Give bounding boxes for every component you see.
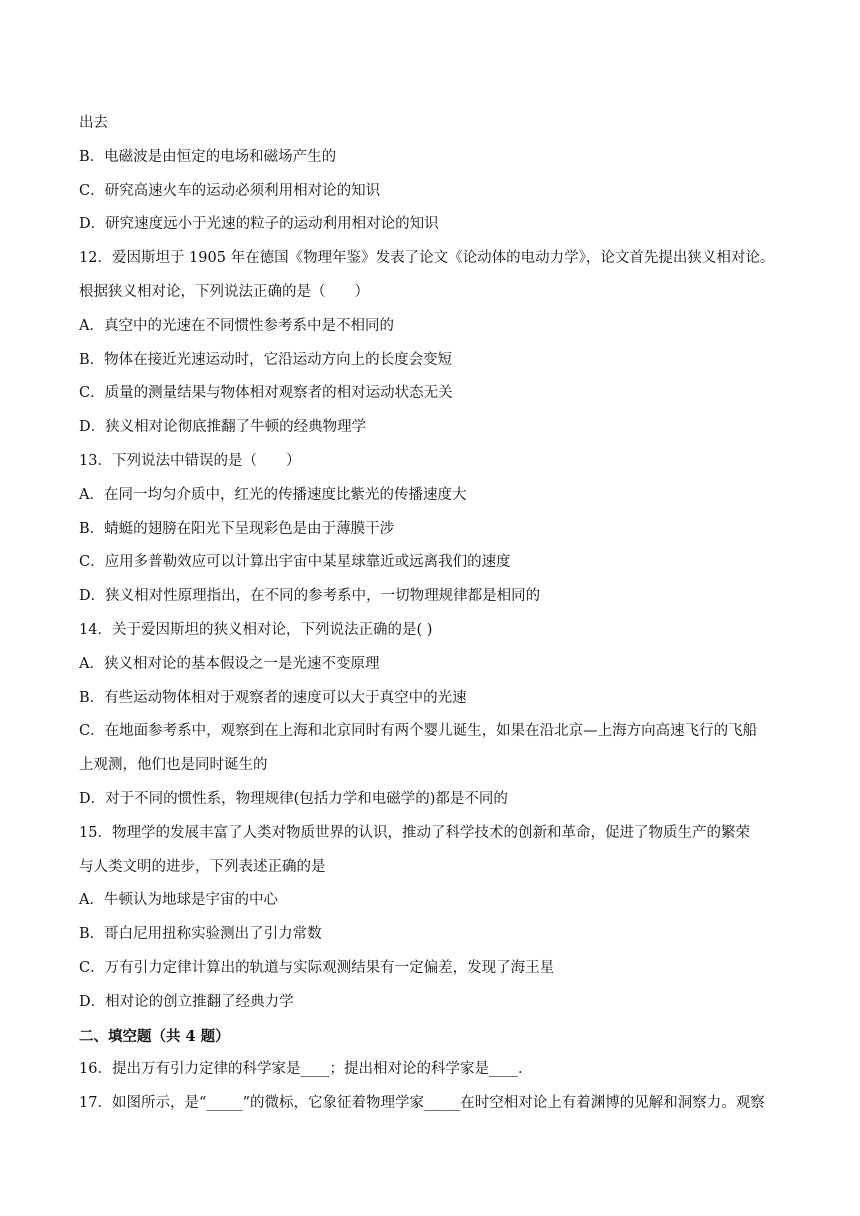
- question-16: 16．提出万有引力定律的科学家是____；提出相对论的科学家是____.: [79, 1061, 523, 1078]
- section-heading: 二、填空题（共 4 题）: [79, 1027, 230, 1045]
- option-c: C．质量的测量结果与物体相对观察者的相对运动状态无关: [79, 385, 453, 402]
- option-d: D．狭义相对性原理指出，在不同的参考系中，一切物理规律都是相同的: [79, 588, 541, 605]
- option-d: D．相对论的创立推翻了经典力学: [79, 993, 294, 1010]
- option-b: B．物体在接近光速运动时，它沿运动方向上的长度会变短: [79, 351, 453, 368]
- option-b: B．蜻蜓的翅膀在阳光下呈现彩色是由于薄膜干涉: [79, 520, 395, 537]
- question-14-stem: 14．关于爱因斯坦的狭义相对论，下列说法正确的是( ): [79, 621, 433, 638]
- option-d: D．狭义相对论彻底推翻了牛顿的经典物理学: [79, 419, 367, 436]
- option-c-cont: 上观测，他们也是同时诞生的: [79, 757, 268, 774]
- question-15-stem-cont: 与人类文明的进步，下列表述正确的是: [79, 858, 326, 875]
- question-12-stem-cont: 根据狭义相对论，下列说法正确的是（ ）: [79, 283, 369, 300]
- option-b: B．哥白尼用扭称实验测出了引力常数: [79, 926, 322, 943]
- question-17: 17．如图所示，是“_____”的微标，它象征着物理学家_____在时空相对论上有着渊博的见解和洞察力。观察: [79, 1095, 765, 1112]
- option-a: A．牛顿认为地球是宇宙的中心: [79, 892, 278, 909]
- option-d: D．对于不同的惯性系，物理规律(包括力学和电磁学的)都是不同的: [79, 790, 508, 807]
- option-d: D．研究速度远小于光速的粒子的运动利用相对论的知识: [79, 216, 439, 233]
- document-page: [79, 107, 794, 1121]
- option-c: C．万有引力定律计算出的轨道与实际观测结果有一定偏差，发现了海王星: [79, 959, 555, 976]
- question-13-stem: 13．下列说法中错误的是（ ）: [79, 452, 301, 469]
- option-c: C．研究高速火车的运动必须利用相对论的知识: [79, 182, 381, 199]
- option-c: C．在地面参考系中，观察到在上海和北京同时有两个婴儿诞生，如果在沿北京—上海方向高速飞行的飞船: [79, 723, 758, 740]
- option-b: B．电磁波是由恒定的电场和磁场产生的: [79, 148, 337, 165]
- option-a: A．真空中的光速在不同惯性参考系中是不相同的: [79, 317, 394, 334]
- option-b: B．有些运动物体相对于观察者的速度可以大于真空中的光速: [79, 689, 467, 706]
- question-15-stem: 15．物理学的发展丰富了人类对物质世界的认识，推动了科学技术的创新和革命，促进了物质生产的繁荣: [79, 824, 750, 841]
- question-12-stem: 12．爱因斯坦于 1905 年在德国《物理年鉴》发表了论文《论动体的电动力学》，论文首先提出狭义相对论。: [79, 250, 775, 267]
- option-c: C．应用多普勒效应可以计算出宇宙中某星球靠近或远离我们的速度: [79, 554, 511, 571]
- option-a: A．狭义相对论的基本假设之一是光速不变原理: [79, 655, 380, 672]
- option-a: A．在同一均匀介质中，红光的传播速度比紫光的传播速度大: [79, 486, 467, 503]
- text-line: 出去: [79, 115, 108, 131]
